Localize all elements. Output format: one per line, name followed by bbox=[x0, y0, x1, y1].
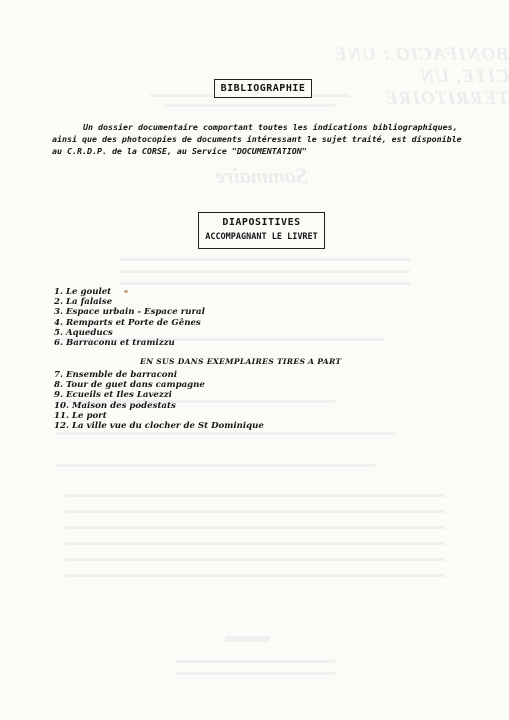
bibliographie-intro bbox=[52, 121, 472, 157]
show-through-line bbox=[65, 510, 445, 513]
list-item: 12. La ville vue du clocher de St Dominique bbox=[54, 421, 264, 432]
show-through-line bbox=[55, 464, 375, 467]
show-through-line bbox=[55, 432, 395, 435]
show-through-line bbox=[65, 494, 445, 497]
extra-slide-list bbox=[54, 370, 264, 431]
show-through-line bbox=[65, 574, 445, 577]
list-item: 9. Ecueils et Iles Lavezzi bbox=[54, 390, 172, 401]
show-through-line bbox=[65, 526, 445, 529]
list-item: 1. Le goulet bbox=[54, 287, 112, 297]
show-through-line bbox=[175, 672, 335, 675]
bibliographie-intro-text: Un dossier documentaire comportant toutes les indications bibliographiques, ainsi que des photocopies de documents intéressant le sujet traité, est disponible au C.R.D.P. de la CORSE, au Service "DOCUMENTATION" bbox=[52, 122, 462, 156]
list-item: 5. Aqueducs bbox=[54, 327, 113, 338]
show-through-heading: Sommaire bbox=[215, 163, 308, 188]
stray-mark bbox=[124, 290, 128, 293]
show-through-line bbox=[120, 270, 410, 273]
list-item: 11. Le port bbox=[54, 410, 107, 421]
bibliographie-title: BIBLIOGRAPHIE bbox=[220, 83, 306, 94]
show-through-logo bbox=[225, 636, 270, 642]
list-item: 6. Barraconu et tramizzu bbox=[54, 338, 175, 349]
slide-list bbox=[54, 287, 205, 348]
show-through-line bbox=[175, 660, 335, 663]
bibliographie-heading bbox=[214, 79, 312, 98]
extra-slides-heading: EN SUS DANS EXEMPLAIRES TIRES A PART bbox=[140, 357, 342, 366]
show-through-line bbox=[65, 542, 445, 545]
show-through-title: BONIFACIO : UNE CITE, UN TERRITOIRE bbox=[333, 44, 509, 109]
show-through-line bbox=[165, 104, 335, 107]
list-item: 4. Remparts et Porte de Gênes bbox=[54, 317, 201, 328]
diapositives-subtitle: ACCOMPAGNANT LE LIVRET bbox=[205, 232, 318, 242]
list-item: 2. La falaise bbox=[54, 297, 113, 308]
list-item: 7. Ensemble de barraconi bbox=[54, 370, 178, 380]
diapositives-heading bbox=[198, 212, 325, 249]
list-item: 8. Tour de guet dans campagne bbox=[54, 380, 205, 391]
show-through-line bbox=[120, 258, 410, 261]
show-through-line bbox=[120, 282, 410, 285]
diapositives-title: DIAPOSITIVES bbox=[222, 217, 301, 228]
list-item: 3. Espace urbain - Espace rural bbox=[54, 307, 205, 318]
list-item: 10. Maison des podestats bbox=[54, 400, 176, 411]
show-through-line bbox=[65, 558, 445, 561]
